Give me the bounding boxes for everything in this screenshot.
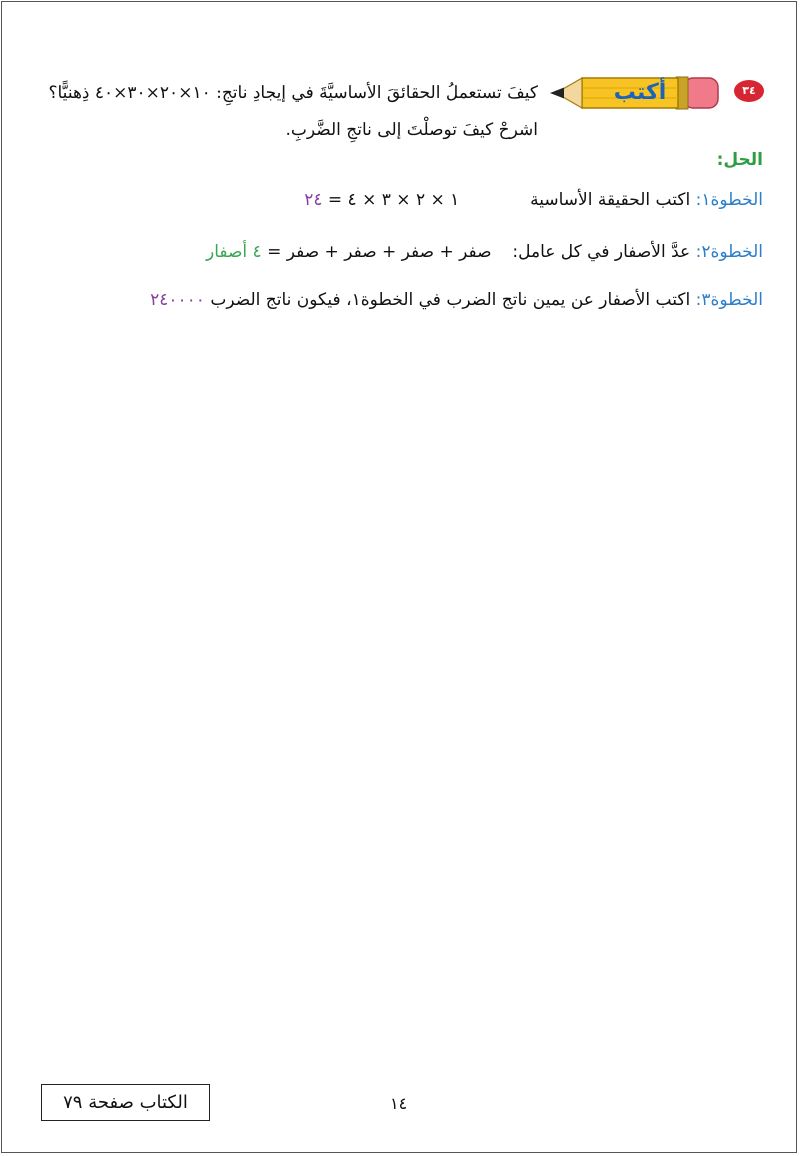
step-1 [304, 190, 763, 210]
step-3-result: ٢٤٠٠٠٠ [150, 290, 205, 310]
step-3-text: اكتب الأصفار عن يمين ناتج الضرب في الخطوة١، فيكون ناتج الضرب [210, 290, 691, 310]
step-1-result: ٢٤ [304, 190, 323, 210]
page-border [1, 1, 797, 1153]
solution-label: الحل: [716, 150, 763, 170]
question-line-2: اشرحْ كيفَ توصلْتَ إلى ناتجِ الضَّربِ. [285, 120, 538, 140]
step-2-expression: صفر + صفر + صفر + صفر = [267, 242, 492, 262]
write-badge-label: أكتب [613, 80, 667, 105]
step-1-label: الخطوة١: [695, 190, 763, 210]
question-line-1-text: كيفَ تستعملُ الحقائقَ الأساسيَّةَ في إيجادِ ناتجِ: ١٠×٢٠×٣٠×٤٠ ذِهنيًّا؟ [48, 83, 538, 103]
question-number-badge: ٣٤ [734, 80, 764, 102]
step-2-result: ٤ أصفار [205, 242, 262, 262]
step-1-text: اكتب الحقيقة الأساسية [530, 190, 691, 210]
step-3 [150, 290, 763, 310]
step-2-text: عدَّ الأصفار في كل عامل: [512, 242, 691, 262]
step-3-label: الخطوة٣: [695, 290, 763, 310]
step-1-expression: ١ × ٢ × ٣ × ٤ = [327, 190, 460, 210]
step-2-label: الخطوة٢: [695, 242, 763, 262]
page-number: ١٤ [390, 1094, 408, 1113]
step-2 [206, 242, 763, 262]
book-reference-box: الكتاب صفحة ٧٩ [41, 1084, 210, 1121]
